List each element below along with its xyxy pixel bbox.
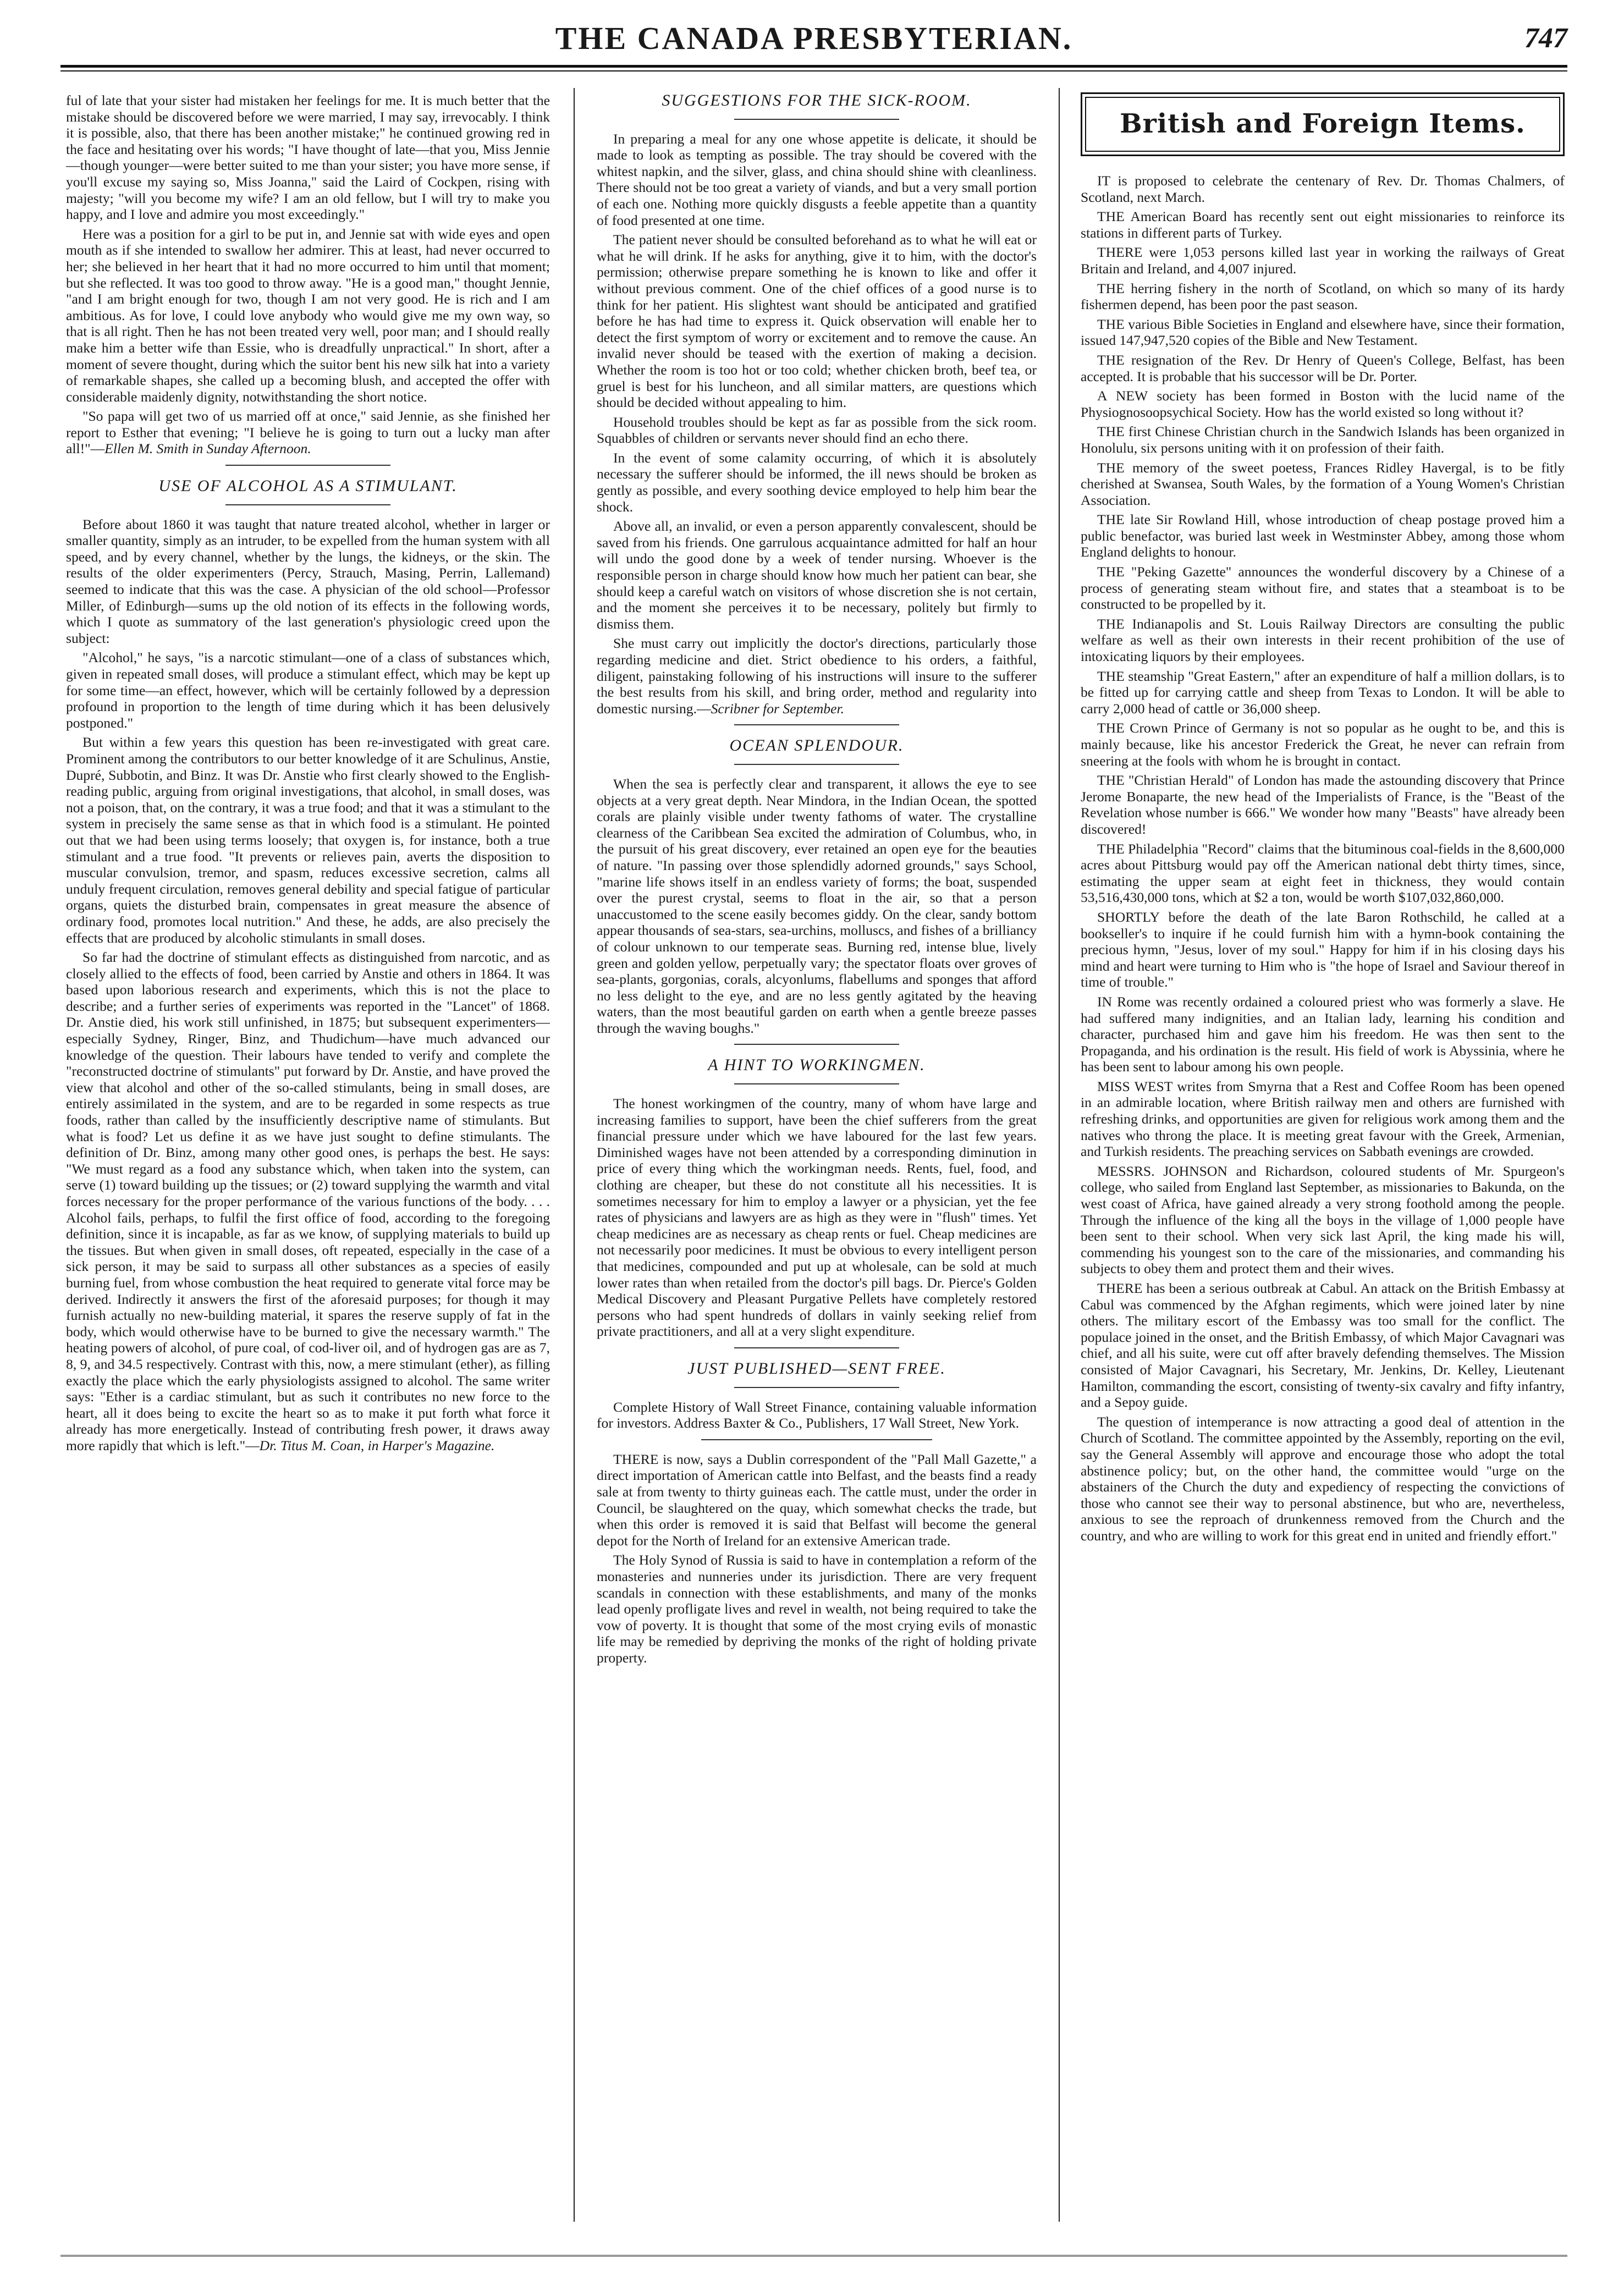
article-heading-ocean: OCEAN SPLENDOUR.	[729, 736, 904, 755]
news-item: THE resignation of the Rev. Dr Henry of Queen's College, Belfast, has been accepted. It is probable that his successor will be Dr. Porter.	[1081, 351, 1565, 384]
column-3	[1081, 92, 1565, 2237]
news-item: THERE has been a serious outbreak at Cabul. An attack on the British Embassy at Cabul was commenced by the Afghan regiments, which were joined later by nine others. The military escort of the Embassy was too small for the conflict. The populace joined in the onset, and the British Embassy, of which Major Cavagnari was chief, and all his suite, were cut off after bravely defending themselves. The Mission consisted of Major Cavagnari, his Secretary, Mr. Jenkins, Dr. Kelley, Lieutenant Hamilton, commanding the escort, consisting of twenty-six cavalry and fifty infantry, and a Sepoy guide.	[1081, 1280, 1565, 1411]
news-item: THE herring fishery in the north of Scotland, on which so many of its hardy fishermen depend, has been poor the past season.	[1081, 280, 1565, 313]
section-separator	[734, 1044, 899, 1045]
article-heading-sick-room: SUGGESTIONS FOR THE SICK-ROOM.	[662, 92, 972, 109]
news-item: The question of intemperance is now attracting a good deal of attention in the Church of Scotland. The committee appointed by the Assembly, reporting on the evil, say the General Assembly will approve and encourage those who adopt the total abstinence policy; but, on the other hand, the committee would "urge on the abstainers of the Church the duty and expediency of respecting the convictions of those who cannot see their way to personal abstinence, but who are, nevertheless, anxious to see the reproach of drunkenness removed from the Church and the country, and who are willing to work for this great end in united and friendly effort."	[1081, 1413, 1565, 1544]
news-item: THE Indianapolis and St. Louis Railway Directors are consulting the public welfare as well as their own interests in their recent prohibition of the use of intoxicating liquors by their employees.	[1081, 615, 1565, 665]
article-paragraph: The patient never should be consulted beforehand as to what he will eat or what he will drink. If he asks for anything, give it to him, with the doctor's permission; otherwise prepare something he is known to like and offer it without previous comment. One of the chief offices of a good nurse is to think for her patient. His slightest want should be anticipated and gratified before he has had time to express it. Quick observation will enable her to detect the first symptom of worry or excitement and to remove the cause. An invalid never should be teased with the exertion of making a decision. Whether the room is too hot or too cold; whether chicken broth, beef tea, or gruel is best for his luncheon, and all similar matters, are questions which should be decided without appealing to him.	[597, 232, 1037, 411]
section-separator	[225, 465, 390, 466]
news-item: MISS WEST writes from Smyrna that a Rest and Coffee Room has been opened in an admirable location, where British railway men and others are furnished with refreshing drinks, and opportunities are given for religious work among them and the natives who throng the place. It is meeting great favour with the Greek, Armenian, and Turkish residents. The preaching services on Sabbath evenings are crowded.	[1081, 1078, 1565, 1160]
article-paragraph: Before about 1860 it was taught that nature treated alcohol, whether in larger or smaller quantity, simply as an intruder, to be expelled from the human system with all speed, and by every channel, whether by the lungs, the kidneys, or the skin. The results of the older experimenters (Percy, Strauch, Masing, Perrin, Lallemand) seemed to indicate that this was the case. A physician of the old school—Professor Miller, of Edinburgh—sums up the old notion of its effects in the following words, which I quote as summatory of the last generation's physiologic creed upon the subject:	[66, 516, 550, 646]
news-item: THE "Christian Herald" of London has made the astounding discovery that Prince Jerome Bonaparte, the new head of the Imperialists of France, is the "Beast of the Revelation whose number is 666." We wonder how many "Beasts" have already been discovered!	[1081, 772, 1565, 837]
article-paragraph: Household troubles should be kept as far as possible from the sick room. Squabbles of children or servants never should find an echo there.	[597, 414, 1037, 447]
news-item: THE American Board has recently sent out eight missionaries to reinforce its stations in different parts of Turkey.	[1081, 208, 1565, 241]
section-separator	[734, 119, 899, 120]
article-heading-workingmen: A HINT TO WORKINGMEN.	[708, 1056, 926, 1075]
news-item: A NEW society has been formed in Boston with the lucid name of the Physiognosoopsychical Society. How has the world existed so long without it?	[1081, 388, 1565, 420]
masthead	[60, 20, 1567, 59]
news-item: THE first Chinese Christian church in the Sandwich Islands has been organized in Honolulu, six persons uniting with it on profession of their faith.	[1081, 423, 1565, 456]
story-source: Ellen M. Smith in Sunday Afternoon.	[104, 440, 311, 457]
article-paragraph: "Alcohol," he says, "is a narcotic stimulant—one of a class of substances which, given in repeated small doses, will produce a stimulant effect, which may be kept up for some time—an effect, however, which will be certainly followed by a depression profound in proportion to the length of time during which it has been delusively postponed."	[66, 649, 550, 731]
header-rule-thin	[60, 70, 1567, 71]
story-paragraph: ful of late that your sister had mistaken her feelings for me. It is much better that the mistake should be discovered before we were married, I may say, irrevocably. I think it is possible, also, that there has been another mistake;" he continued growing red in the face and hesitating over his words; "I have thought of late—that you, Miss Jennie—though younger—were better suited to me than your sister; you have more sense, if you'll excuse my saying so, Miss Joanna," said the Laird of Cockpen, rising with majesty; "will you become my wife? I am an old fellow, but I will try to make you happy, and I love and admire you most exceedingly."	[66, 92, 550, 223]
article-paragraph: Above all, an invalid, or even a person apparently convalescent, should be saved from his friends. One garrulous acquaintance admitted for half an hour will undo the good done by a week of tender nursing. Whoever is the responsible person in charge should know how much her patient can bear, she should keep a careful watch on visitors of whose discretion she is not certain, and the moment she perceives it to be necessary, politely but firmly to dismiss them.	[597, 518, 1037, 632]
news-item: THERE were 1,053 persons killed last year in working the railways of Great Britain and Ireland, and 4,007 injured.	[1081, 244, 1565, 277]
news-item: THE Philadelphia "Record" claims that the bituminous coal-fields in the 8,600,000 acres about Pittsburg would pay off the American national debt thirty times, since, estimating the upper seam at eight feet in thickness, they would contain 53,516,430,000 tons, which at $2 a ton, would be worth $107,032,860,000.	[1081, 840, 1565, 906]
section-separator	[734, 1347, 899, 1348]
column-divider	[1059, 88, 1060, 2222]
news-item: MESSRS. JOHNSON and Richardson, coloured students of Mr. Spurgeon's college, who sailed from England last September, as missionaries to Bakunda, on the west coast of Africa, have gained already a very strong foothold among the people. Through the influence of the king all the boys in the village of 1,000 people have been sent to their school. When very sick last April, the king made his will, commending his youngest son to the care of the missionaries, and commanding his subjects to obey them and protect them and their wives.	[1081, 1163, 1565, 1277]
article-paragraph: The Holy Synod of Russia is said to have in contemplation a reform of the monasteries and nunneries under its jurisdiction. There are very frequent scandals in connection with these establishments, and many of the monks lead openly profligate lives and revel in wealth, not being required to take the vow of poverty. It is thought that some of the most crying evils of monastic life may be remedied by depriving the monks of the right of holding private property.	[597, 1552, 1037, 1666]
section-separator	[734, 724, 899, 725]
article-paragraph: She must carry out implicitly the doctor's directions, particularly those regarding medicine and diet. Strict obedience to his orders, a faithful, diligent, painstaking following of his instructions will insure to the sufferer the best results from his skill, and bring order, method and regularity into domestic nursing.—Scribner for September.	[597, 635, 1037, 717]
news-item: THE late Sir Rowland Hill, whose introduction of cheap postage proved him a public benefactor, was buried last week in Westminster Abbey, among those whom England delights to honour.	[1081, 511, 1565, 560]
news-item: THE "Peking Gazette" announces the wonderful discovery by a Chinese of a process of generating steam without fire, and states that a steamboat is to be constructed to be propelled by it.	[1081, 564, 1565, 613]
newspaper-title: THE CANADA PRESBYTERIAN.	[555, 20, 1073, 56]
section-separator	[225, 504, 390, 505]
article-source: Scribner for September.	[711, 700, 844, 717]
article-paragraph: Complete History of Wall Street Finance, containing valuable information for investors. Address Baxter & Co., Publishers, 17 Wall Street, New York.	[597, 1398, 1037, 1431]
article-paragraph: In the event of some calamity occurring, of which it is absolutely necessary the sufferer should be informed, the ill news should be broken as gently as possible, and every soothing device employed to help him bear the shock.	[597, 449, 1037, 515]
story-paragraph: "So papa will get two of us married off at once," said Jennie, as she finished her report to Esther that evening; "I believe he is going to turn out a lucky man after all!"—Ellen M. Smith in Sunday Afternoon.	[66, 408, 550, 457]
article-paragraph: THERE is now, says a Dublin correspondent of the "Pall Mall Gazette," a direct importation of American cattle into Belfast, and the beasts find a ready sale at from twenty to thirty guineas each. The cattle must, under the order in Council, be slaughtered on the quay, which somewhat checks the trade, but when this order is removed it is said that Belfast will become the general depot for the North of Ireland for an extensive American trade.	[597, 1451, 1037, 1549]
news-item: IN Rome was recently ordained a coloured priest who was formerly a slave. He had suffered many indignities, and an Italian lady, learning his condition and character, purchased him and gave him his freedom. He was then sent to the Propaganda, and his ordination is the result. His field of work is Abyssinia, where he has been sent to labour among his own people.	[1081, 993, 1565, 1075]
footer-rule	[60, 2255, 1567, 2257]
section-separator	[734, 1387, 899, 1388]
news-item: THE various Bible Societies in England and elsewhere have, since their formation, issued 147,947,520 copies of the Bible and New Testament.	[1081, 316, 1565, 349]
article-paragraph: But within a few years this question has been re-investigated with great care. Prominent among the contributors to our better knowledge of it are Schulinus, Anstie, Dupré, Subbotin, and Binz. It was Dr. Anstie who first clearly showed to the English-reading public, arguing from original investigations, that alcohol, in small doses, was not a poison, that, on the contrary, it was a true food; and that it was a stimulant to the system in precisely the same sense as that in which food is a stimulant. He pointed out that we had been using terms loosely; that oxygen is, for instance, both a true stimulant and a true food. "It prevents or relieves pain, averts the disposition to muscular convulsion, tremor, and spasm, reduces excessive secretion, calms all unduly frequent circulation, removes general debility and special fatigue of particular organs, quiets the disturbed brain, compensates in great measure the absence of ordinary food, promotes local nutrition." And these, he adds, are also precisely the effects that are produced by alcoholic stimulants in small doses.	[66, 734, 550, 946]
page-number: 747	[1524, 23, 1567, 54]
article-paragraph: So far had the doctrine of stimulant effects as distinguished from narcotic, and as closely allied to the effects of food, been carried by Anstie and others in 1864. It was based upon laborious research and experiments, which this is not the place to describe; and a further series of experiments was reported in the "Lancet" of 1868. Dr. Anstie died, his work still unfinished, in 1875; but subsequent experimenters—especially Sydney, Ringer, Binz, and Thudichum—have much advanced our knowledge of the question. Their labours have tended to verify and complete the "reconstructed doctrine of stimulants" put forward by Dr. Anstie, and have proved the view that alcohol and other of the so-called stimulants, being in small doses, are entirely assimilated in the system, and are to be regarded in some respects as true foods, rather than called by the insufficiently descriptive name of stimulants. But what is food? Let us define it as we have just sought to define stimulants. The definition of Dr. Binz, among many other good ones, is perhaps the best. He says: "We must regard as a food any substance which, when taken into the system, can serve (1) toward building up the tissues; or (2) toward supplying the warmth and vital forces necessary for the proper performance of the various functions of the body. . . . Alcohol fails, perhaps, to fulfil the first office of food, according to the foregoing definition, since it is incapable, as far as we know, of supplying materials to build up the tissues. But when given in small doses, oft repeated, especially in the case of a sick person, it may be said to surpass all other substances as a species of easily burning fuel, from whose combustion the heat required to generate vital force may be derived. Indirectly it answers the first of the aforesaid purposes; for though it may furnish actually no new-building material, it spares the reserve supply of fat in the body, which would otherwise have to be burned to give the necessary warmth." The heating powers of alcohol, of pure coal, of cod-liver oil, and of hydrogen gas are as 7, 8, 9, and 34.5 respectively. Contrast with this, now, a mere stimulant (ether), as filling exactly the place which the early physiologists assigned to alcohol. The same writer says: "Ether is a cardiac stimulant, but as such it contributes no new force to the heart, all it does being to excite the heart so as to make it put forth what force it already has more energetically. Instead of contributing fresh power, it draws away more rapidly that which is left."—Dr. Titus M. Coan, in Harper's Magazine.	[66, 949, 550, 1453]
header-rule	[60, 65, 1567, 68]
article-heading-alcohol: USE OF ALCOHOL AS A STIMULANT.	[158, 477, 458, 495]
article-paragraph: The honest workingmen of the country, many of whom have large and increasing families to support, have been the chief sufferers from the great financial pressure under which we have laboured for the last few years. Diminished wages have not been attended by a corresponding diminution in price of every thing which the workingman needs. Rents, fuel, food, and clothing are cheaper, but these do not constitute all his necessities. It is sometimes necessary for him to employ a lawyer or a physician, yet the fee rates of physicians and lawyers are as high as they were in "flush" times. Yet cheap medicines are as necessary as cheap rents or fuel. Cheap medicines are not necessarily poor medicines. It must be obvious to every intelligent person that medicines, compounded and put up at wholesale, can be sold at much lower rates than when retailed from the doctor's pill bags. Dr. Pierce's Golden Medical Discovery and Pleasant Purgative Pellets have completely restored persons who had spent hundreds of dollars in vainly seeking relief from private practitioners, and all at a very slight expenditure.	[597, 1095, 1037, 1340]
news-item: IT is proposed to celebrate the centenary of Rev. Dr. Thomas Chalmers, of Scotland, next March.	[1081, 173, 1565, 205]
story-paragraph: Here was a position for a girl to be put in, and Jennie sat with wide eyes and open mouth as if she intended to swallow her admirer. This at least, had never occurred to her; she believed in her heart that it had no more occurred to him until that moment; but she reflected. It was too good to throw away. "He is a good man," thought Jennie, "and I am bright enough for two, though I am not very good. He is rich and I am ambitious. As for love, I could love anybody who would give me my own way, so that is all right. Then he has not been treated very well, poor man; and I should really make him a better wife than Essie, who is dreadfully unpractical." In short, after a moment of severe thought, during which the suitor bent his new silk hat into a variety of remarkable shapes, she called up a becoming blush, and accepted the offer with considerable maidenly dignity, notwithstanding the short notice.	[66, 225, 550, 405]
section-separator	[701, 1439, 932, 1440]
news-item: THE steamship "Great Eastern," after an expenditure of half a million dollars, is to be fitted up for carrying cattle and sheep from Texas to London. It will be able to carry 2,000 head of cattle or 36,000 sheep.	[1081, 668, 1565, 717]
column-1	[66, 92, 550, 2237]
article-paragraph: When the sea is perfectly clear and transparent, it allows the eye to see objects at a very great depth. Near Mindora, in the Indian Ocean, the spotted corals are plainly visible under twenty fathoms of water. The crystalline clearness of the Caribbean Sea excited the admiration of Columbus, who, in the pursuit of his great discovery, ever retained an open eye for the beauties of nature. "In passing over those splendidly adorned grounds," says School, "marine life shows itself in an endless variety of forms; the boat, suspended over the purest crystal, seems to float in the air, so that a person unaccustomed to the scene easily becomes giddy. On the clear, sandy bottom appear thousands of sea-stars, sea-urchins, molluscs, and fishes of a brilliancy of colour unknown to our temperate seas. Burning red, intense blue, lively green and golden yellow, perpetually vary; the spectator floats over groves of sea-plants, gorgonias, corals, alcyonlums, flabellums and sponges that afford no less delight to the eye, and are no less gently agitated by the heaving waters, than the most beautiful garden on earth when a gentle breeze passes through the waving boughs."	[597, 775, 1037, 1036]
article-heading-published: JUST PUBLISHED—SENT FREE.	[687, 1359, 946, 1378]
section-separator	[734, 764, 899, 765]
news-item: THE Crown Prince of Germany is not so popular as he ought to be, and this is mainly because, like his ancestor Frederick the Great, he never can refrain from sneering at the fools with whom he is brought in contact.	[1081, 720, 1565, 769]
column-2	[597, 92, 1037, 2237]
news-item: SHORTLY before the death of the late Baron Rothschild, he called at a bookseller's to inquire if he could furnish him with a hymn-book containing the precious hymn, "Jesus, lover of my soul." Happy for him if in his closing days his mind and heart were turning to Him who is "the hope of Israel and Saviour thereof in time of trouble."	[1081, 908, 1565, 990]
news-item: THE memory of the sweet poetess, Frances Ridley Havergal, is to be fitly cherished at Swansea, South Wales, by the formation of a Young Women's Christian Association.	[1081, 459, 1565, 508]
column-divider	[574, 88, 575, 2222]
article-paragraph: In preparing a meal for any one whose appetite is delicate, it should be made to look as tempting as possible. The tray should be covered with the whitest napkin, and the silver, glass, and china should shine with cleanliness. There should not be too great a variety of viands, and but a very small portion of each one. Nothing more quickly disgusts a feeble appetite than a quantity of food presented at one time.	[597, 130, 1037, 228]
article-source: Dr. Titus M. Coan, in Harper's Magazine.	[259, 1437, 495, 1453]
section-banner: British and Foreign Items.	[1081, 92, 1565, 156]
section-separator	[734, 1083, 899, 1084]
